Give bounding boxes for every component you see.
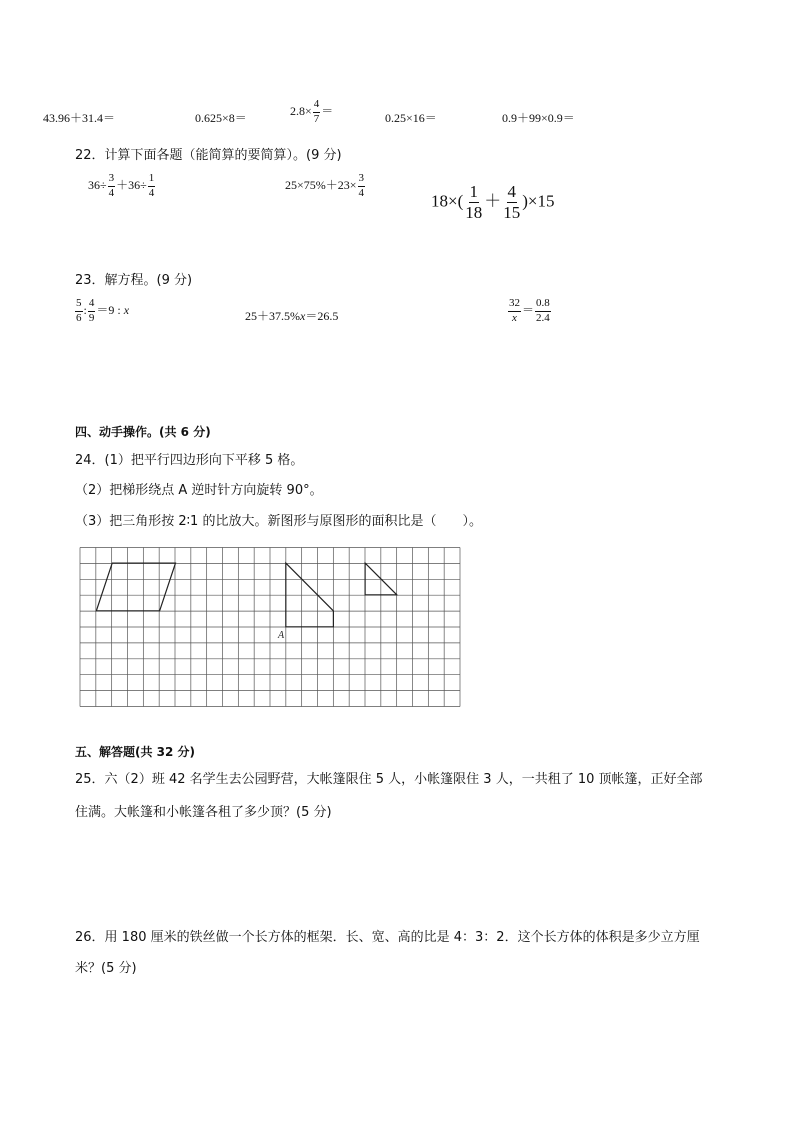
question-24-part-2: （2）把梯形绕点 A 逆时针方向旋转 90°。	[75, 483, 323, 498]
section-5-title: 五、解答题(共 32 分)	[75, 745, 196, 759]
fraction	[502, 183, 521, 222]
q22-expression-3	[431, 183, 555, 222]
question-26-line-2: 米？(5 分)	[75, 961, 137, 976]
question-25-line-2: 住满。大帐篷和小帐篷各租了多少顶？(5 分)	[75, 805, 332, 820]
fraction	[108, 173, 116, 199]
calc-text: ＝	[321, 103, 334, 118]
numerator: 1	[469, 182, 478, 201]
calc-text: 0.9＋99×0.9＝	[502, 111, 575, 125]
expr-text: 18×(	[431, 191, 464, 211]
fraction	[75, 298, 83, 324]
calc-text: 43.96＋31.4＝	[43, 111, 116, 125]
calc-item-2	[195, 109, 247, 126]
point-a-label: A	[278, 630, 285, 641]
denominator: 4	[358, 186, 365, 199]
fraction	[148, 173, 156, 199]
numerator: 4	[313, 99, 321, 113]
numerator: 4	[88, 298, 96, 312]
expr-text: ＝26.5	[305, 309, 339, 323]
expr-text: )×15	[522, 191, 555, 211]
expr-text: ＝9 :	[96, 302, 124, 317]
calc-text: 0.25×16＝	[385, 111, 437, 125]
fraction	[464, 183, 483, 222]
denominator: 4	[148, 186, 155, 199]
calc-item-5	[502, 109, 575, 126]
numerator: 5	[75, 298, 83, 312]
q23-equation-3	[507, 298, 552, 324]
q23-equation-1	[74, 298, 129, 324]
question-22-title: 22．计算下面各题（能简算的要简算）。(9 分)	[75, 148, 342, 163]
calc-item-3	[290, 99, 333, 125]
calc-text: 0.625×8＝	[195, 111, 247, 125]
question-26-line-1: 26．用 180 厘米的铁丝做一个长方体的框架．长、宽、高的比是 4：3：2．这个长方体的体积是多少立方厘	[75, 930, 700, 945]
denominator: 7	[313, 112, 320, 125]
q22-expression-1	[88, 173, 156, 199]
question-23-title: 23．解方程。(9 分)	[75, 273, 193, 288]
numerator: 0.8	[535, 298, 551, 312]
fraction	[88, 298, 96, 324]
denominator: 2.4	[536, 311, 550, 324]
numerator: 32	[508, 298, 521, 312]
variable: x	[300, 309, 306, 323]
question-24-part-3: （3）把三角形按 2∶1 的比放大。新图形与原图形的面积比是（ ）。	[75, 514, 482, 529]
calc-item-1	[43, 109, 115, 126]
expr-text: ＝	[522, 302, 535, 317]
fraction	[358, 173, 366, 199]
fraction	[508, 298, 521, 324]
denominator: 6	[76, 311, 82, 324]
q22-expression-2	[285, 173, 366, 199]
grid-lines	[80, 548, 460, 707]
expr-text: ＋	[484, 191, 502, 211]
grid-svg	[79, 547, 461, 709]
denominator: 15	[503, 202, 521, 222]
q23-equation-2	[245, 307, 338, 324]
calc-item-4	[385, 109, 437, 126]
expr-text: 25×75%＋23×	[285, 177, 357, 192]
question-25-line-1: 25．六（2）班 42 名学生去公园野营，大帐篷限住 5 人，小帐篷限住 3 人，一共租了 10 顶帐篷，正好全部	[75, 772, 703, 787]
fraction	[535, 298, 551, 324]
expr-text: :	[83, 302, 87, 317]
section-4-title: 四、动手操作。(共 6 分)	[75, 425, 211, 439]
numerator: 3	[108, 173, 116, 187]
numerator: 1	[148, 173, 156, 187]
calc-text: 2.8×	[290, 103, 312, 118]
parallelogram-shape	[96, 563, 175, 611]
square-grid-figure	[79, 547, 461, 713]
denominator: 9	[88, 311, 95, 324]
variable: x	[123, 302, 130, 317]
numerator: 4	[507, 182, 516, 201]
denominator: 4	[108, 186, 115, 199]
fraction	[313, 99, 321, 125]
expr-text: 36÷	[88, 177, 107, 192]
expr-text: 25＋37.5%	[245, 309, 300, 323]
denominator: 18	[465, 202, 483, 222]
expr-text: ＋36÷	[116, 177, 147, 192]
numerator: 3	[358, 173, 366, 187]
denominator: x	[512, 311, 517, 324]
question-24-part-1: 24．(1）把平行四边形向下平移 5 格。	[75, 453, 304, 468]
